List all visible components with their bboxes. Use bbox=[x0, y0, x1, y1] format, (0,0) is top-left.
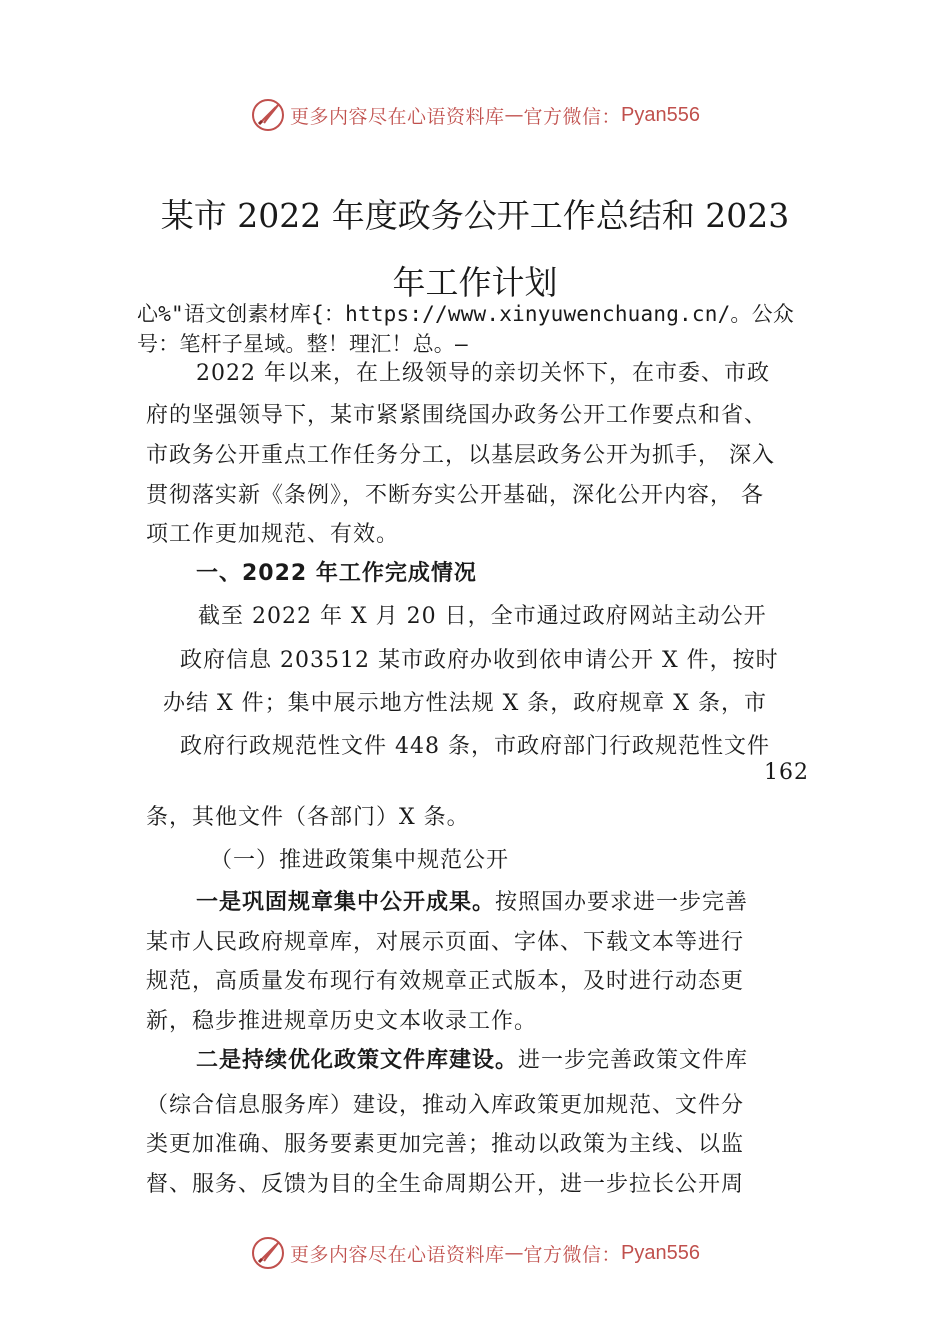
watermark-line1: 心%"语文创素材库{：https://www.xinyuwenchuang.cn/。公众 bbox=[137, 302, 795, 326]
intro-line5: 项工作更加规范、有效。 bbox=[146, 522, 400, 547]
item1-line1 bbox=[196, 885, 748, 916]
quill-logo-icon bbox=[250, 97, 286, 133]
item1-line2: 某市人民政府规章库，对展示页面、字体、下载文本等进行 bbox=[146, 930, 745, 955]
document-title-line2: 年工作计划 bbox=[392, 263, 558, 302]
section1-para-line2: 政府信息 203512 某市政府办收到依申请公开 X 件，按时 bbox=[180, 648, 779, 673]
item2-text: 进一步完善政策文件库 bbox=[518, 1048, 749, 1073]
intro-line2: 府的坚强领导下，某市紧紧围绕国办政务公开工作要点和省、 bbox=[146, 403, 768, 428]
banner-separator: — bbox=[504, 104, 524, 126]
banner-wechat-id: Pyan556 bbox=[621, 103, 700, 126]
item1-line3: 规范，高质量发布现行有效规章正式版本，及时进行动态更 bbox=[146, 969, 745, 994]
intro-line3: 市政务公开重点工作任务分工，以基层政务公开为抓手， 深入 bbox=[146, 443, 775, 468]
section1-para-line4: 政府行政规范性文件 448 条，市政府部门行政规范性文件 bbox=[180, 734, 770, 759]
section1-para-line5: 条，其他文件（各部门）X 条。 bbox=[146, 805, 470, 830]
section1-para-line1: 截至 2022 年 X 月 20 日，全市通过政府网站主动公开 bbox=[198, 604, 767, 629]
item2-line3: 类更加准确、服务要素更加完善；推动以政策为主线、以监 bbox=[146, 1132, 745, 1157]
section1-para-line3: 办结 X 件；集中展示地方性法规 X 条，政府规章 X 条，市 bbox=[163, 691, 767, 716]
item1-lead: 一是巩固规章集中公开成果。 bbox=[196, 889, 496, 915]
intro-line4: 贯彻落实新《条例》，不断夯实公开基础，深化公开内容， 各 bbox=[146, 483, 764, 508]
item2-line2: （综合信息服务库）建设，推动入库政策更加规范、文件分 bbox=[146, 1093, 745, 1118]
item2-line1 bbox=[196, 1043, 748, 1074]
item2-line4: 督、服务、反馈为目的全生命周期公开，进一步拉长公开周 bbox=[146, 1172, 745, 1197]
banner-wechat-label: 官方微信： bbox=[523, 105, 622, 128]
footer-banner[interactable] bbox=[0, 1233, 950, 1273]
quill-logo-icon bbox=[250, 1235, 286, 1271]
banner-wechat-id: Pyan556 bbox=[621, 1241, 700, 1264]
banner-separator: — bbox=[504, 1242, 524, 1264]
banner-text: 更多内容尽在心语资料库 bbox=[290, 105, 505, 128]
subsection-heading-1: （一）推进政策集中规范公开 bbox=[210, 848, 510, 873]
watermark-line2: 号：笔杆子星域。整！理汇！总。— bbox=[137, 332, 468, 356]
banner-wechat-label: 官方微信： bbox=[523, 1243, 622, 1266]
banner-text: 更多内容尽在心语资料库 bbox=[290, 1243, 505, 1266]
header-banner[interactable] bbox=[0, 95, 950, 135]
item2-lead: 二是持续优化政策文件库建设。 bbox=[196, 1047, 519, 1073]
document-title-line1: 某市 2022 年度政务公开工作总结和 2023 bbox=[160, 196, 790, 235]
intro-line1: 2022 年以来，在上级领导的亲切关怀下，在市委、市政 bbox=[196, 361, 770, 386]
item1-text: 按照国办要求进一步完善 bbox=[495, 890, 749, 915]
section-heading-1: 一、2022 年工作完成情况 bbox=[196, 561, 477, 586]
section1-para-line4-tail: 162 bbox=[764, 760, 809, 785]
item1-line4: 新，稳步推进规章历史文本收录工作。 bbox=[146, 1009, 538, 1034]
